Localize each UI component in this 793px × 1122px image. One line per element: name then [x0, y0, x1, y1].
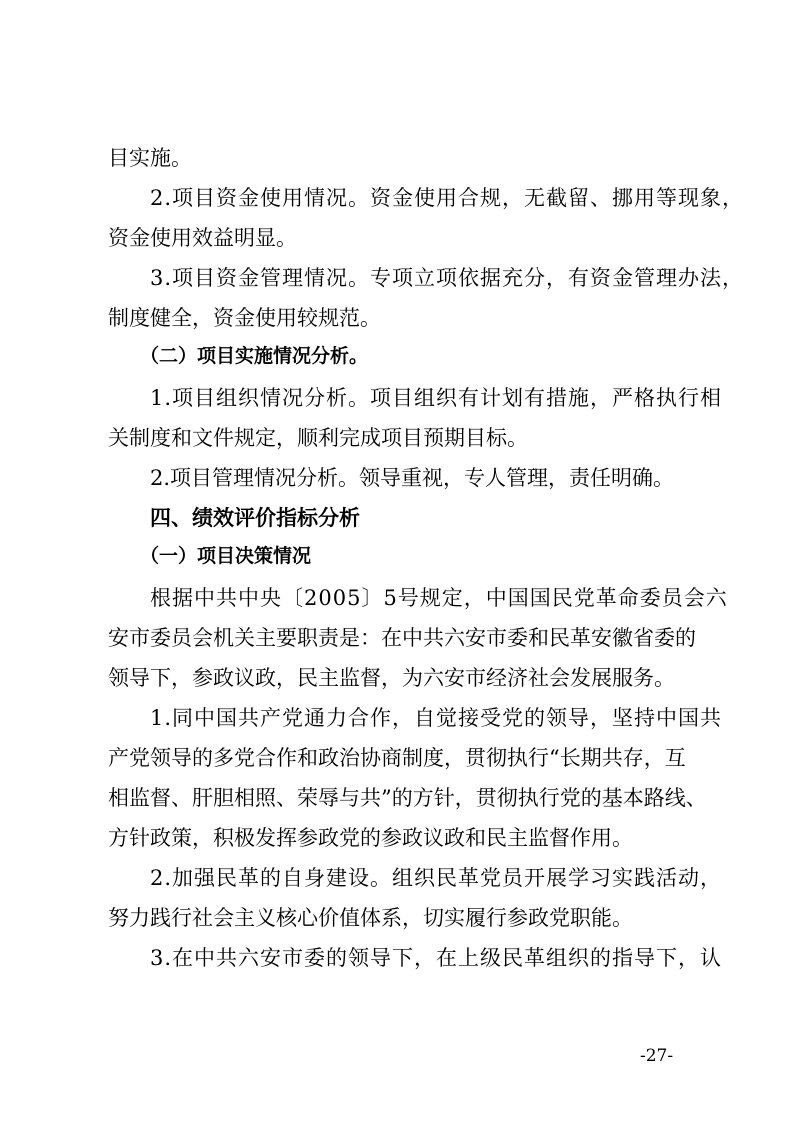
body-line: 领导下，参政议政，民主监督，为六安市经济社会发展服务。 [108, 666, 675, 690]
body-line: 安市委员会机关主要职责是：在中共六安市委和民革安徽省委的 [108, 626, 696, 650]
body-line: 关制度和文件规定，顺利完成项目预期目标。 [108, 426, 528, 450]
section-subheading: （二）项目实施情况分析。 [140, 345, 369, 367]
page-number: -27- [640, 1046, 674, 1066]
body-line: 1.同中国共产党通力合作，自觉接受党的领导，坚持中国共 [150, 706, 723, 730]
section-subheading: （一）项目决策情况 [140, 545, 312, 567]
body-line: 产党领导的多党合作和政治协商制度，贯彻执行“长期共存，互 [108, 746, 686, 770]
body-line: 2.加强民革的自身建设。组织民革党员开展学习实践活动， [150, 866, 723, 890]
section-heading: 四、绩效评价指标分析 [150, 506, 360, 530]
body-line: 相监督、肝胆相照、荣辱与共”的方针，贯彻执行党的基本路线、 [108, 786, 707, 810]
body-line: 2.项目管理情况分析。领导重视，专人管理，责任明确。 [150, 466, 675, 490]
body-line: 制度健全，资金使用较规范。 [108, 306, 381, 330]
body-line: 2.项目资金使用情况。资金使用合规，无截留、挪用等现象， [150, 186, 745, 210]
body-line: 目实施。 [108, 146, 192, 170]
body-line: 3.在中共六安市委的领导下，在上级民革组织的指导下，认 [150, 946, 723, 970]
body-line: 根据中共中央〔2005〕5号规定，中国国民党革命委员会六 [150, 586, 728, 610]
body-line: 努力践行社会主义核心价值体系，切实履行参政党职能。 [108, 906, 633, 930]
body-line: 1.项目组织情况分析。项目组织有计划有措施，严格执行相 [150, 386, 723, 410]
body-line: 3.项目资金管理情况。专项立项依据充分，有资金管理办法， [150, 266, 745, 290]
body-line: 方针政策，积极发挥参政党的参政议政和民主监督作用。 [108, 826, 633, 850]
body-line: 资金使用效益明显。 [108, 226, 297, 250]
